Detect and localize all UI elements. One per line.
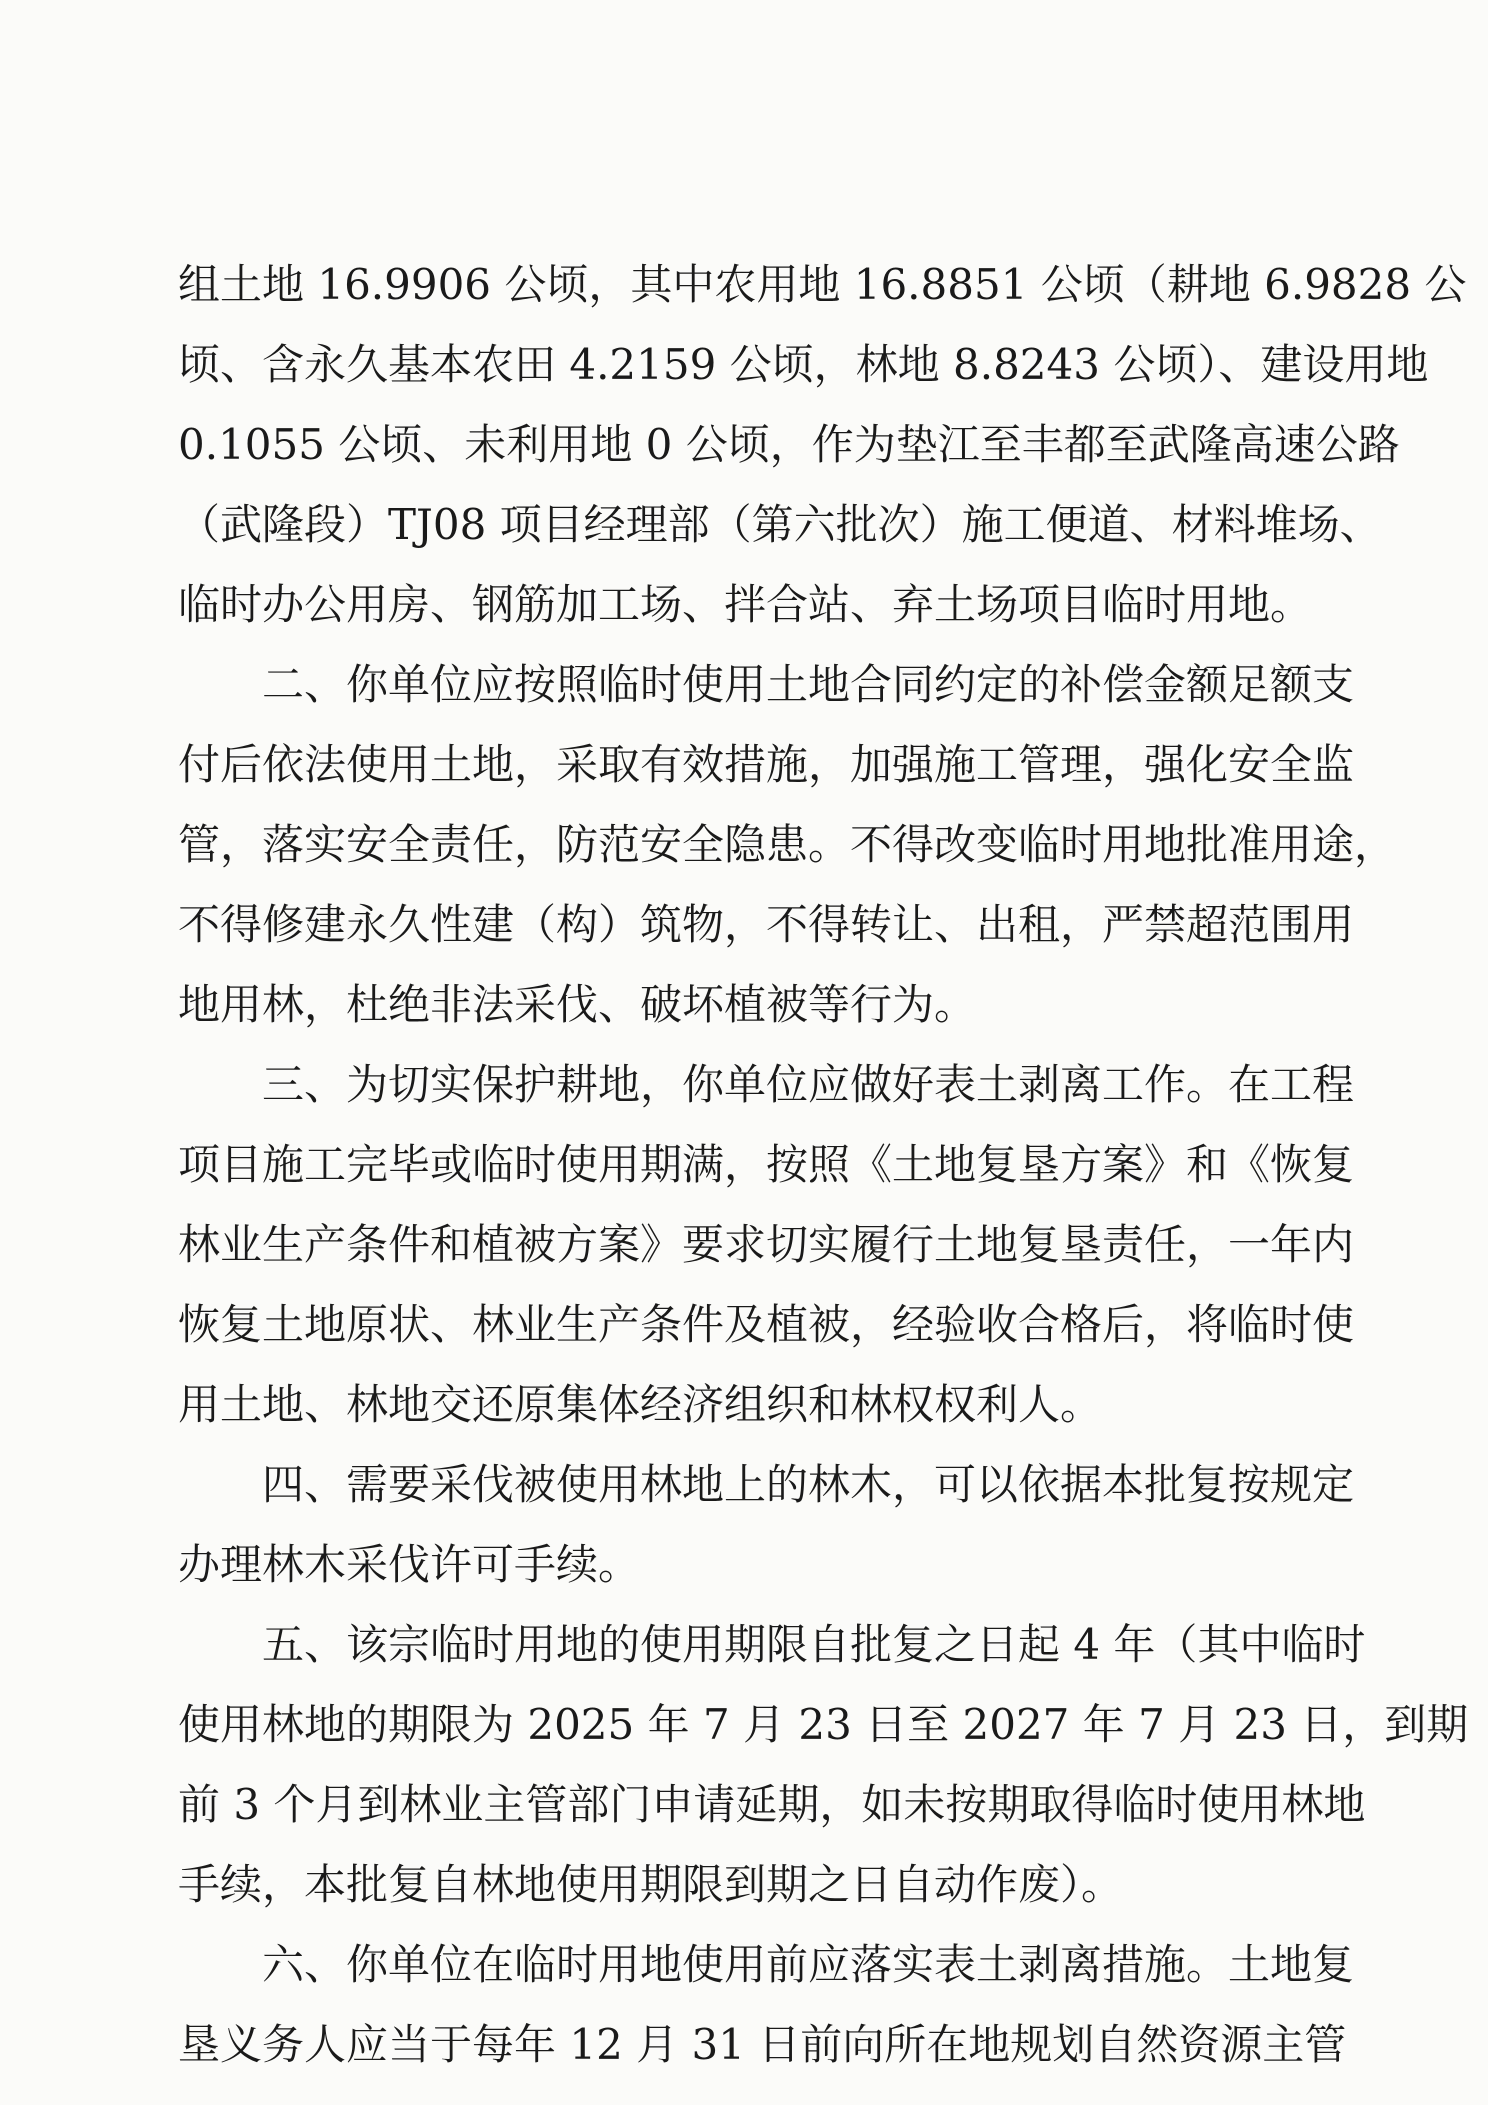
paragraph-start-line: 六、你单位在临时用地使用前应落实表土剥离措施。土地复 — [262, 1940, 1355, 1989]
paragraph-start-line: 四、需要采伐被使用林地上的林木，可以依据本批复按规定 — [262, 1460, 1355, 1509]
text-line: 0.1055 公顷、未利用地 0 公顷，作为垫江至丰都至武隆高速公路 — [178, 420, 1400, 469]
text-line: （武隆段）TJ08 项目经理部（第六批次）施工便道、材料堆场、 — [178, 500, 1382, 549]
text-line: 手续，本批复自林地使用期限到期之日自动作废）。 — [178, 1860, 1124, 1909]
text-line: 临时办公用房、钢筋加工场、拌合站、弃土场项目临时用地。 — [178, 580, 1313, 629]
text-line: 前 3 个月到林业主管部门申请延期，如未按期取得临时使用林地 — [178, 1780, 1366, 1829]
text-line: 垦义务人应当于每年 12 月 31 日前向所在地规划自然资源主管 — [178, 2020, 1347, 2069]
text-line: 组土地 16.9906 公顷，其中农用地 16.8851 公顷（耕地 6.9828 公 — [178, 260, 1467, 309]
paragraph-start-line: 二、你单位应按照临时使用土地合同约定的补偿金额足额支 — [262, 660, 1355, 709]
text-line: 林业生产条件和植被方案》要求切实履行土地复垦责任，一年内 — [178, 1220, 1355, 1269]
text-line: 项目施工完毕或临时使用期满，按照《土地复垦方案》和《恢复 — [178, 1140, 1355, 1189]
text-line: 管，落实安全责任，防范安全隐患。不得改变临时用地批准用途， — [178, 820, 1397, 869]
text-line: 办理林木采伐许可手续。 — [178, 1540, 641, 1589]
text-line: 地用林，杜绝非法采伐、破坏植被等行为。 — [178, 980, 977, 1029]
paragraph-start-line: 五、该宗临时用地的使用期限自批复之日起 4 年（其中临时 — [262, 1620, 1366, 1669]
paragraph-start-line: 三、为切实保护耕地，你单位应做好表土剥离工作。在工程 — [262, 1060, 1355, 1109]
text-line: 使用林地的期限为 2025 年 7 月 23 日至 2027 年 7 月 23 日，到期 — [178, 1700, 1469, 1749]
text-line: 顷、含永久基本农田 4.2159 公顷，林地 8.8243 公顷）、建设用地 — [178, 340, 1429, 389]
text-line: 用土地、林地交还原集体经济组织和林权权利人。 — [178, 1380, 1103, 1429]
text-line: 恢复土地原状、林业生产条件及植被，经验收合格后，将临时使 — [178, 1300, 1355, 1349]
text-line: 不得修建永久性建（构）筑物，不得转让、出租，严禁超范围用 — [178, 900, 1355, 949]
text-line: 付后依法使用土地，采取有效措施，加强施工管理，强化安全监 — [178, 740, 1355, 789]
